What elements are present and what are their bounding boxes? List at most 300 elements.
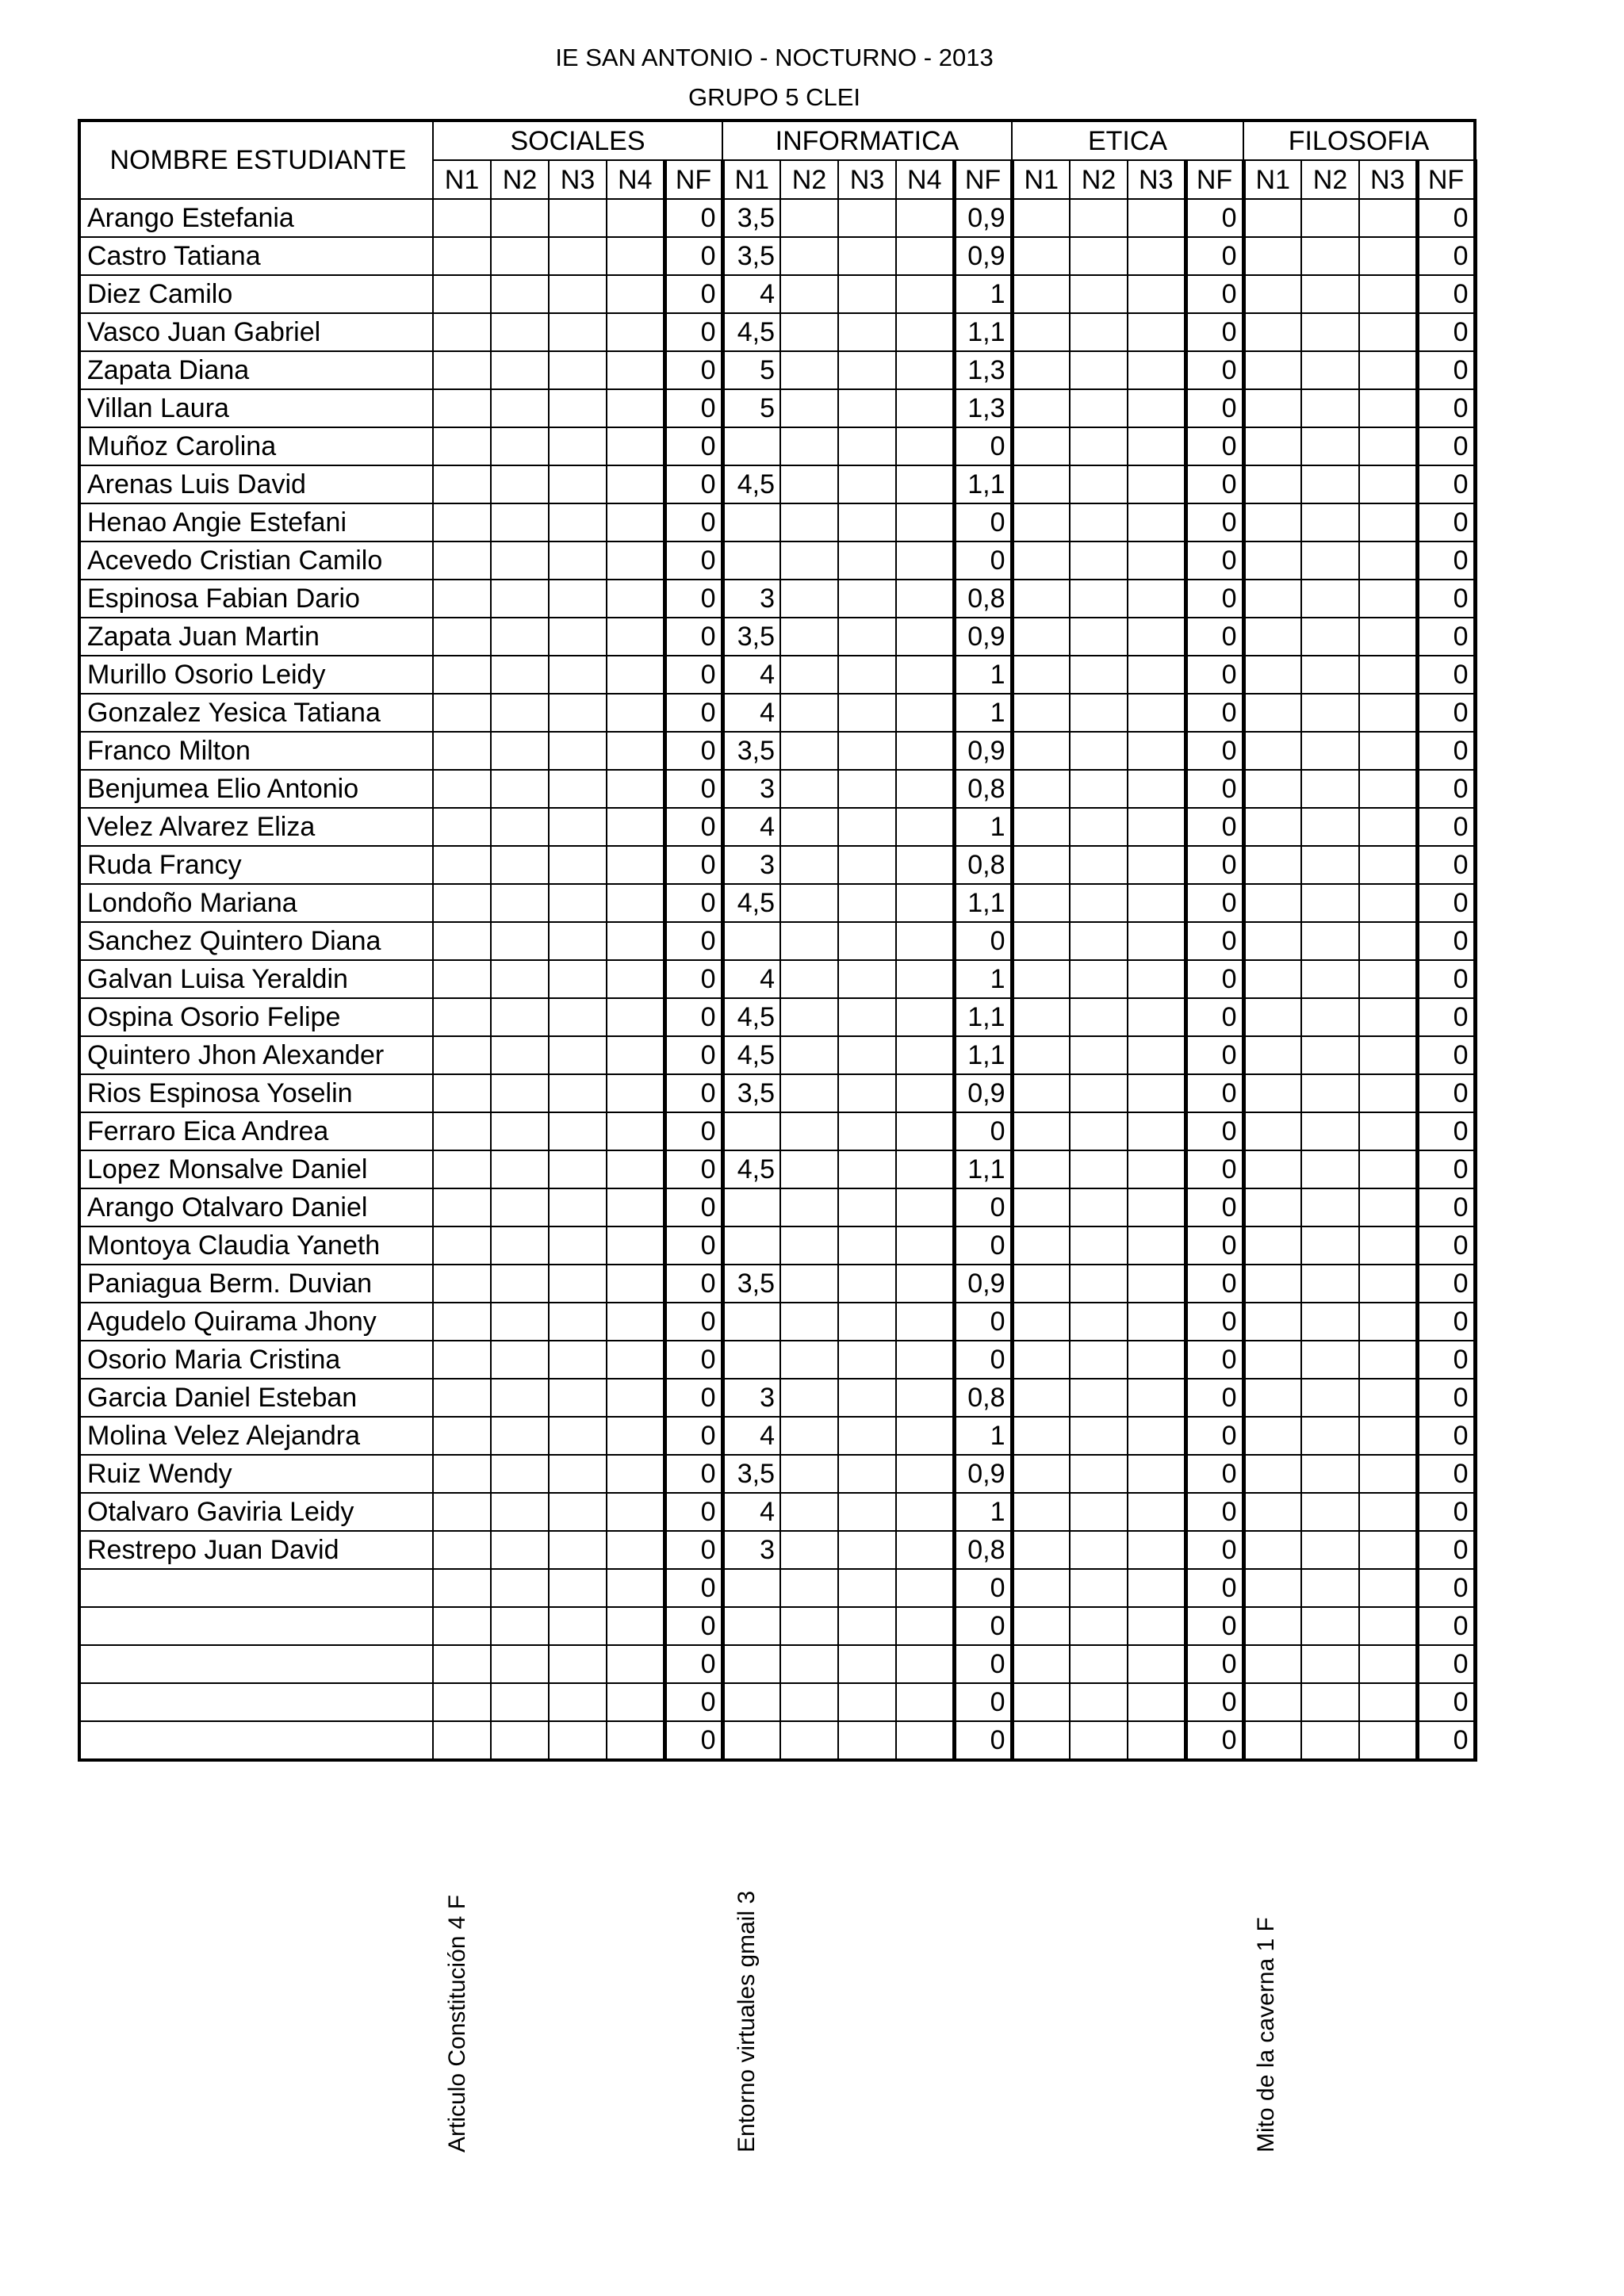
column-header: N3 [838,160,896,199]
grade-cell [1128,1569,1185,1607]
grade-cell [896,1569,954,1607]
grade-cell [549,922,607,960]
grade-cell [491,770,549,808]
grade-cell [780,1531,838,1569]
grade-cell [491,1417,549,1455]
grade-cell [549,960,607,998]
table-row [79,1074,1475,1112]
grade-cell [1243,541,1301,580]
grade-cell [491,998,549,1036]
grade-cell [1301,1150,1359,1188]
final-grade: 0,9 [954,618,1012,656]
final-grade: 0 [1185,1531,1243,1569]
grade-cell [1359,1455,1417,1493]
table-row [79,1607,1475,1645]
note-filosofia: Mito de la caverna 1 F [1253,1917,1279,2152]
subject-header: SOCIALES [433,121,722,160]
grade-cell [896,1721,954,1760]
grade-cell [1243,503,1301,541]
final-grade: 0 [954,1569,1012,1607]
grade-cell [607,884,665,922]
student-name: Molina Velez Alejandra [79,1417,433,1455]
grade-cell [1128,1036,1185,1074]
grade-cell [1070,960,1128,998]
table-row [79,1721,1475,1760]
final-grade: 0,8 [954,846,1012,884]
grade-cell [1243,732,1301,770]
grade-cell [607,427,665,465]
table-row [79,1226,1475,1265]
table-row [79,1379,1475,1417]
grade-cell [1301,1645,1359,1683]
grade-cell [1359,275,1417,313]
final-grade: 0 [1185,694,1243,732]
final-grade: 0 [1417,998,1475,1036]
column-header: N2 [491,160,549,199]
grade-cell [1359,389,1417,427]
grade-cell [549,1150,607,1188]
grade-cell [549,808,607,846]
grade-cell [1359,998,1417,1036]
grade-cell: 3,5 [722,1074,780,1112]
grade-cell [1243,351,1301,389]
student-name: Zapata Juan Martin [79,618,433,656]
final-grade: 0 [1185,808,1243,846]
grade-cell [549,1303,607,1341]
grade-cell [1243,199,1301,237]
table-row [79,960,1475,998]
final-grade: 0 [954,1683,1012,1721]
grade-cell [896,237,954,275]
final-grade: 1 [954,656,1012,694]
grade-cell [1243,1226,1301,1265]
grade-cell [607,1265,665,1303]
final-grade: 0 [665,770,722,808]
grade-cell [1128,1455,1185,1493]
final-grade: 1,1 [954,1036,1012,1074]
grade-cell [780,1379,838,1417]
grade-cell [491,922,549,960]
final-grade: 1 [954,960,1012,998]
grade-cell [433,1265,491,1303]
grade-cell [433,237,491,275]
grade-cell: 3 [722,770,780,808]
grade-cell [838,199,896,237]
grade-cell [722,1226,780,1265]
grade-cell [1359,427,1417,465]
final-grade: 0 [1185,884,1243,922]
final-grade: 0 [665,503,722,541]
table-row [79,1493,1475,1531]
grade-cell [1243,1036,1301,1074]
grade-cell [607,1341,665,1379]
grade-cell [1243,1683,1301,1721]
final-grade: 0 [954,1226,1012,1265]
grade-cell [896,770,954,808]
final-grade: 0 [1417,351,1475,389]
final-grade: 0 [665,1683,722,1721]
grade-cell [1128,1417,1185,1455]
grade-cell [607,960,665,998]
grade-cell [607,389,665,427]
final-grade: 1 [954,275,1012,313]
grade-cell [1243,1379,1301,1417]
grade-cell [838,922,896,960]
grade-cell [433,618,491,656]
final-grade: 1,3 [954,389,1012,427]
grade-cell [491,427,549,465]
grade-cell [1070,808,1128,846]
final-grade: 0 [1417,770,1475,808]
final-grade: 0 [1185,1341,1243,1379]
grade-cell [1301,199,1359,237]
grade-cell [549,1112,607,1150]
grade-cell [491,1493,549,1531]
grade-cell [549,275,607,313]
grade-cell [491,1074,549,1112]
grade-cell [1012,732,1070,770]
column-header: N1 [722,160,780,199]
final-grade: 0 [1417,1683,1475,1721]
grade-cell [1070,1645,1128,1683]
grade-cell [549,1074,607,1112]
grade-cell [1070,237,1128,275]
final-grade: 0,9 [954,199,1012,237]
grade-cell [896,1493,954,1531]
final-grade: 0 [1417,1226,1475,1265]
final-grade: 1 [954,1417,1012,1455]
grade-cell [433,1112,491,1150]
grade-cell [780,1721,838,1760]
grade-cell [1070,1417,1128,1455]
header-row-subjects [79,121,1475,160]
final-grade: 0 [1185,732,1243,770]
grade-cell [433,656,491,694]
grade-cell [1070,1493,1128,1531]
final-grade: 0 [1185,1645,1243,1683]
grade-cell: 4,5 [722,1036,780,1074]
table-row [79,618,1475,656]
grade-cell [1070,313,1128,351]
grade-cell [1070,1721,1128,1760]
table-row [79,694,1475,732]
grade-cell [1359,1074,1417,1112]
final-grade: 0 [1185,541,1243,580]
final-grade: 0 [665,998,722,1036]
final-grade: 0 [665,884,722,922]
student-name: Villan Laura [79,389,433,427]
final-grade: 0 [665,960,722,998]
grade-cell [1070,465,1128,503]
grade-cell [838,1036,896,1074]
grade-cell [1012,1150,1070,1188]
final-grade: 0 [1417,503,1475,541]
final-grade: 0,8 [954,580,1012,618]
final-grade: 0 [665,1721,722,1760]
student-name: Zapata Diana [79,351,433,389]
grade-cell [491,1455,549,1493]
grade-cell: 3,5 [722,732,780,770]
grade-cell [780,1150,838,1188]
grade-cell: 3,5 [722,618,780,656]
grade-cell [1012,237,1070,275]
final-grade: 0 [1185,1721,1243,1760]
grade-cell [896,1379,954,1417]
final-grade: 0 [1417,199,1475,237]
grade-cell [780,199,838,237]
final-grade: 0 [665,389,722,427]
grade-cell [1243,1188,1301,1226]
grade-cell [722,1645,780,1683]
grade-cell [1243,1074,1301,1112]
grade-cell [780,389,838,427]
grade-cell [1070,351,1128,389]
student-name: Garcia Daniel Esteban [79,1379,433,1417]
table-row [79,1569,1475,1607]
final-grade: 0 [1185,351,1243,389]
grade-cell [607,1683,665,1721]
grade-cell [1012,1531,1070,1569]
grade-cell [896,1226,954,1265]
grade-cell [1128,656,1185,694]
final-grade: 0 [665,808,722,846]
grade-cell [838,1569,896,1607]
table-row [79,922,1475,960]
grade-cell [491,1303,549,1341]
student-name: Agudelo Quirama Jhony [79,1303,433,1341]
grade-cell [433,1683,491,1721]
grade-cell [896,656,954,694]
student-name: Ospina Osorio Felipe [79,998,433,1036]
final-grade: 0 [1417,1455,1475,1493]
grade-cell [1301,389,1359,427]
grade-cell [549,427,607,465]
final-grade: 0 [665,732,722,770]
grade-cell [549,1645,607,1683]
grade-cell [433,351,491,389]
grade-cell [1243,1569,1301,1607]
grade-cell [896,1074,954,1112]
column-header: N1 [1243,160,1301,199]
grade-cell [549,580,607,618]
grade-cell [607,1645,665,1683]
grade-cell [838,1226,896,1265]
grade-cell [433,732,491,770]
column-header: NF [665,160,722,199]
grade-cell [838,1188,896,1226]
final-grade: 0 [665,1645,722,1683]
grade-cell [1301,1379,1359,1417]
grade-cell [722,541,780,580]
grade-cell [1012,541,1070,580]
grade-cell [1301,1036,1359,1074]
grade-cell [549,1721,607,1760]
grade-cell [1301,1569,1359,1607]
final-grade: 0 [1417,427,1475,465]
grade-cell [896,1112,954,1150]
final-grade: 1,1 [954,465,1012,503]
student-name: Franco Milton [79,732,433,770]
final-grade: 0 [665,1607,722,1645]
final-grade: 0,9 [954,1265,1012,1303]
final-grade: 0 [1417,1188,1475,1226]
final-grade: 0 [1417,1150,1475,1188]
grade-cell [1128,618,1185,656]
student-name: Acevedo Cristian Camilo [79,541,433,580]
grade-cell [1301,1493,1359,1531]
final-grade: 0 [665,427,722,465]
final-grade: 0 [1185,1493,1243,1531]
grade-cell [780,1645,838,1683]
grade-cell [1128,1531,1185,1569]
final-grade: 0 [954,1112,1012,1150]
student-name: Velez Alvarez Eliza [79,808,433,846]
grade-cell [491,1607,549,1645]
grade-cell [1128,1379,1185,1417]
grade-cell [1243,1112,1301,1150]
grade-cell [1070,732,1128,770]
grade-cell [549,1607,607,1645]
table-row [79,503,1475,541]
grade-cell [1070,199,1128,237]
student-name [79,1607,433,1645]
grade-cell [896,732,954,770]
final-grade: 0 [954,1645,1012,1683]
table-row [79,846,1475,884]
grade-cell [1359,1645,1417,1683]
column-header: N2 [1070,160,1128,199]
student-name: Vasco Juan Gabriel [79,313,433,351]
grade-cell [1128,541,1185,580]
grade-cell [1070,580,1128,618]
grade-cell [838,998,896,1036]
student-name: Henao Angie Estefani [79,503,433,541]
grade-cell [896,1150,954,1188]
grade-cell [896,1683,954,1721]
grade-cell [896,1188,954,1226]
grade-cell [1359,1493,1417,1531]
grade-cell [433,1607,491,1645]
grade-cell [1243,580,1301,618]
final-grade: 0 [954,427,1012,465]
grade-cell [433,1569,491,1607]
grade-cell [896,922,954,960]
grade-cell [838,1531,896,1569]
grade-cell [491,1226,549,1265]
grade-cell [1012,1341,1070,1379]
grade-cell [607,1150,665,1188]
grade-cell [433,694,491,732]
grade-cell [838,1645,896,1683]
grade-cell [491,1721,549,1760]
grade-cell [607,1721,665,1760]
grade-cell [1301,313,1359,351]
grade-cell [433,1493,491,1531]
grade-cell [433,1188,491,1226]
grade-cell: 3 [722,1531,780,1569]
grade-cell: 4 [722,275,780,313]
grade-cell [780,351,838,389]
note-sociales: Articulo Constitución 4 F [444,1894,470,2152]
student-name: Sanchez Quintero Diana [79,922,433,960]
grade-cell [1243,1721,1301,1760]
final-grade: 0 [1417,1417,1475,1455]
grade-cell [549,1569,607,1607]
final-grade: 0 [665,1112,722,1150]
grade-cell [1243,1265,1301,1303]
final-grade: 0 [1417,465,1475,503]
grade-cell [1128,351,1185,389]
grade-cell [896,541,954,580]
table-row [79,1645,1475,1683]
final-grade: 0 [1417,1112,1475,1150]
grade-cell: 3,5 [722,1455,780,1493]
final-grade: 0 [1417,694,1475,732]
grade-cell [491,1645,549,1683]
final-grade: 0 [1185,389,1243,427]
grade-cell [1301,275,1359,313]
grade-cell [1359,1265,1417,1303]
final-grade: 0 [665,1569,722,1607]
grade-cell [1128,1645,1185,1683]
grade-cell: 4,5 [722,1150,780,1188]
grade-cell [607,770,665,808]
grade-cell [491,1683,549,1721]
grade-cell [1012,313,1070,351]
grade-cell [491,618,549,656]
grades-table [78,119,1477,1762]
column-header: N2 [1301,160,1359,199]
grade-cell [780,1683,838,1721]
grade-cell [1128,1074,1185,1112]
grade-cell [1012,1112,1070,1150]
grade-cell [780,1265,838,1303]
final-grade: 0 [1185,199,1243,237]
final-grade: 0 [665,1036,722,1074]
grade-cell [491,1112,549,1150]
final-grade: 0 [1185,618,1243,656]
grade-cell [1359,732,1417,770]
grade-cell: 5 [722,351,780,389]
grade-cell [549,389,607,427]
table-row [79,237,1475,275]
grade-cell [491,541,549,580]
final-grade: 0 [665,1265,722,1303]
final-grade: 0 [665,1188,722,1226]
student-name: Restrepo Juan David [79,1531,433,1569]
grade-cell [549,732,607,770]
grade-cell [549,1531,607,1569]
student-name: Paniagua Berm. Duvian [79,1265,433,1303]
grade-cell [1301,1683,1359,1721]
grade-cell [780,1188,838,1226]
student-name [79,1683,433,1721]
column-header: NF [1185,160,1243,199]
final-grade: 1,3 [954,351,1012,389]
student-name: Diez Camilo [79,275,433,313]
grade-cell [1359,1303,1417,1341]
grade-cell [607,465,665,503]
final-grade: 1,1 [954,1150,1012,1188]
grade-cell [1243,1417,1301,1455]
grade-cell [838,1607,896,1645]
grade-cell [1128,1341,1185,1379]
grade-cell [1070,1150,1128,1188]
grade-cell [1243,465,1301,503]
grade-cell [1012,1645,1070,1683]
grade-cell [1301,1074,1359,1112]
grade-cell [1012,1226,1070,1265]
